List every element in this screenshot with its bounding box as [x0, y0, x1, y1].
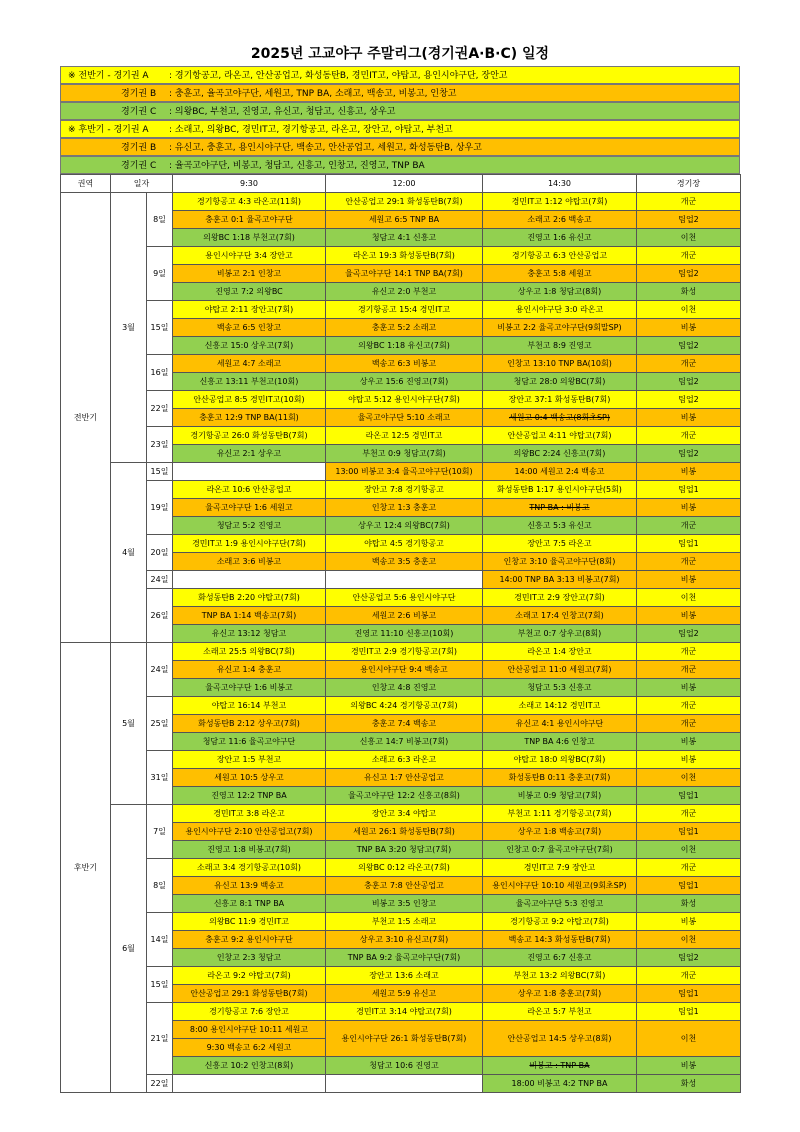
month-cell: 6월: [111, 805, 147, 1093]
game-cell: 상우고 15:6 진영고(7회): [326, 373, 483, 391]
game-cell: 14:00 세원고 2:4 백송고: [483, 463, 637, 481]
day-cell: 9일: [147, 247, 173, 301]
schedule-row: [61, 751, 741, 769]
game-cell: 상우고 1:8 청담고(8회): [483, 283, 637, 301]
schedule-row: [61, 589, 741, 607]
game-cell: 의왕BC 1:18 유신고(7회): [326, 337, 483, 355]
venue-cell: 개군: [637, 859, 741, 877]
schedule-row: [61, 355, 741, 373]
schedule-row: [61, 481, 741, 499]
header-venue: 경기장: [637, 175, 741, 193]
game-cell: 장안고 7:5 라온고: [483, 535, 637, 553]
venue-cell: 비봉: [637, 571, 741, 589]
game-cell: 세원고 2:6 비봉고: [326, 607, 483, 625]
venue-cell: 개군: [637, 247, 741, 265]
game-cell: 비봉고 3:5 인창고: [326, 895, 483, 913]
venue-cell: 팀업1: [637, 877, 741, 895]
venue-cell: 비봉: [637, 607, 741, 625]
legend-label: 경기권 C: [121, 107, 157, 117]
game-cell: 야탑고 2:11 장안고(7회): [173, 301, 326, 319]
schedule-row: [61, 247, 741, 265]
game-cell: 의왕BC 4:24 경기항공고(7회): [326, 697, 483, 715]
venue-cell: 팀업1: [637, 1003, 741, 1021]
game-cell: 장안고 3:4 야탑고: [326, 805, 483, 823]
day-cell: 19일: [147, 481, 173, 535]
day-cell: 22일: [147, 391, 173, 427]
game-cell: 라온고 10:6 안산공업고: [173, 481, 326, 499]
game-cell: 소래고 17:4 인창고(7회): [483, 607, 637, 625]
game-cell: 청담고 28:0 의왕BC(7회): [483, 373, 637, 391]
game-cell: 진영고 7:2 의왕BC: [173, 283, 326, 301]
venue-cell: 개군: [637, 661, 741, 679]
game-cell: 상우고 1:8 충훈고(7회): [483, 985, 637, 1003]
schedule-row: [61, 1003, 741, 1021]
game-cell: 충훈고 7:4 백송고: [326, 715, 483, 733]
game-cell: 부천고 1:5 소래고: [326, 913, 483, 931]
venue-cell: 개군: [637, 193, 741, 211]
month-cell: 4월: [111, 463, 147, 643]
venue-cell: 이천: [637, 301, 741, 319]
legend-row: [60, 102, 740, 120]
legend-row: [60, 84, 740, 102]
venue-cell: 팀업2: [637, 949, 741, 967]
game-cell: 화성동탄B 2:20 야탑고(7회): [173, 589, 326, 607]
game-cell: 라온고 5:7 부천고: [483, 1003, 637, 1021]
schedule-row: [61, 391, 741, 409]
game-cell: 경기항공고 9:2 야탑고(7회): [483, 913, 637, 931]
schedule-row: [61, 967, 741, 985]
legend-teams: : 율곡고야구단, 비봉고, 청담고, 신흥고, 인창고, 진영고, TNP BA: [169, 161, 425, 171]
venue-cell: 비봉: [637, 913, 741, 931]
venue-cell: 비봉: [637, 409, 741, 427]
game-cell: 부천고 0:7 상우고(8회): [483, 625, 637, 643]
game-cell: 율곡고야구단 12:2 신흥고(8회): [326, 787, 483, 805]
game-cell: 화성동탄B 0:11 충훈고(7회): [483, 769, 637, 787]
game-cell: 충훈고 12:9 TNP BA(11회): [173, 409, 326, 427]
game-cell: 신흥고 15:0 상우고(7회): [173, 337, 326, 355]
game-cell: 백송고 14:3 화성동탄B(7회): [483, 931, 637, 949]
schedule-row: [61, 571, 741, 589]
game-cell: 의왕BC 0:12 라온고(7회): [326, 859, 483, 877]
schedule-row: [61, 643, 741, 661]
schedule-row: [61, 697, 741, 715]
game-cell: 신흥고 8:1 TNP BA: [173, 895, 326, 913]
schedule-table: [60, 174, 741, 1093]
venue-cell: 개군: [637, 427, 741, 445]
venue-cell: 개군: [637, 715, 741, 733]
schedule-body: [61, 193, 741, 1093]
venue-cell: 화성: [637, 1075, 741, 1093]
game-cell: 백송고 6:5 인창고: [173, 319, 326, 337]
day-cell: 24일: [147, 571, 173, 589]
venue-cell: 개군: [637, 553, 741, 571]
game-cell: 14:00 TNP BA 3:13 비봉고(7회): [483, 571, 637, 589]
game-cell: 화성동탄B 2:12 상우고(7회): [173, 715, 326, 733]
game-cell: 경기항공고 7:6 장안고: [173, 1003, 326, 1021]
venue-cell: 팀업1: [637, 481, 741, 499]
game-cell: 경민IT고 1:9 용인시야구단(7회): [173, 535, 326, 553]
venue-cell: 팀업2: [637, 337, 741, 355]
legend-row: [60, 66, 740, 84]
venue-cell: 이천: [637, 769, 741, 787]
day-cell: 21일: [147, 1003, 173, 1075]
venue-cell: 개군: [637, 967, 741, 985]
game-cell: 청담고 5:2 진영고: [173, 517, 326, 535]
schedule-row: [61, 301, 741, 319]
game-cell: 충훈고 5:2 소래고: [326, 319, 483, 337]
game-cell: 용인시야구단 26:1 화성동탄B(7회): [326, 1021, 483, 1057]
venue-cell: 팀업2: [637, 445, 741, 463]
game-cell: 진영고 1:8 비봉고(7회): [173, 841, 326, 859]
game-cell: 진영고 11:10 신흥고(10회): [326, 625, 483, 643]
game-line: 9:30 백송고 6:2 세원고: [173, 1038, 325, 1056]
game-cell: 유신고 2:0 부천고: [326, 283, 483, 301]
legend-label: ※ 전반기 - 경기권 A: [68, 71, 149, 81]
game-cell: 부천고 8:9 진영고: [483, 337, 637, 355]
game-cell: 안산공업고 8:5 경민IT고(10회): [173, 391, 326, 409]
schedule-row: [61, 805, 741, 823]
game-cell: 비봉고 2:1 인창고: [173, 265, 326, 283]
schedule-row: [61, 913, 741, 931]
game-cell: 소래고 2:6 백송고: [483, 211, 637, 229]
game-cell: 안산공업고 14:5 상우고(8회): [483, 1021, 637, 1057]
game-cell: 안산공업고 4:11 야탑고(7회): [483, 427, 637, 445]
day-cell: 23일: [147, 427, 173, 463]
day-cell: 15일: [147, 301, 173, 355]
schedule-row: [61, 463, 741, 481]
game-cell: 세원고 5:9 유신고: [326, 985, 483, 1003]
schedule-row: [61, 193, 741, 211]
game-cell: 용인시야구단 2:10 안산공업고(7회): [173, 823, 326, 841]
venue-cell: 이천: [637, 1021, 741, 1057]
venue-cell: 팀업1: [637, 823, 741, 841]
schedule-row: [61, 535, 741, 553]
game-cell: 소래고 3:6 비봉고: [173, 553, 326, 571]
game-cell: 인창고 3:10 율곡고야구단(8회): [483, 553, 637, 571]
game-cell: 용인시야구단 3:0 라온고: [483, 301, 637, 319]
game-cell: 야탑고 5:12 용인시야구단(7회): [326, 391, 483, 409]
day-cell: 14일: [147, 913, 173, 967]
venue-cell: 이천: [637, 589, 741, 607]
game-cell: 상우고 3:10 유신고(7회): [326, 931, 483, 949]
venue-cell: 이천: [637, 841, 741, 859]
game-cell: 부천고 0:9 청담고(7회): [326, 445, 483, 463]
game-cell: 부천고 1:11 경기항공고(7회): [483, 805, 637, 823]
game-cell: TNP BA 4:6 인창고: [483, 733, 637, 751]
game-cell: 인창고 1:3 충훈고: [326, 499, 483, 517]
schedule-row: [61, 1075, 741, 1093]
day-cell: 25일: [147, 697, 173, 751]
game-cell: 세원고 4:7 소래고: [173, 355, 326, 373]
game-cell: [326, 571, 483, 589]
game-cell: 용인시야구단 10:10 세원고(9회초SP): [483, 877, 637, 895]
game-cell: 세원고 10:5 상우고: [173, 769, 326, 787]
venue-cell: 개군: [637, 643, 741, 661]
venue-cell: 팀업2: [637, 265, 741, 283]
venue-cell: 팀업1: [637, 535, 741, 553]
game-cell: 화성동탄B 1:17 용인시야구단(5회): [483, 481, 637, 499]
game-cell: 의왕BC 2:24 신흥고(7회): [483, 445, 637, 463]
venue-cell: 팀업2: [637, 373, 741, 391]
game-cell: 청담고 10:6 진영고: [326, 1057, 483, 1075]
game-cell: 인창고 13:10 TNP BA(10회): [483, 355, 637, 373]
venue-cell: 이천: [637, 931, 741, 949]
day-cell: 24일: [147, 643, 173, 697]
day-cell: 26일: [147, 589, 173, 643]
venue-cell: 팀업2: [637, 211, 741, 229]
schedule-row: [61, 859, 741, 877]
game-cell: 안산공업고 11:0 세원고(7회): [483, 661, 637, 679]
game-cell: 안산공업고 5:6 용인시야구단: [326, 589, 483, 607]
day-cell: 15일: [147, 463, 173, 481]
game-cell: 소래고 14:12 경민IT고: [483, 697, 637, 715]
game-cell: 율곡고야구단 1:6 비봉고: [173, 679, 326, 697]
game-cell: 경기항공고 15:4 경민IT고: [326, 301, 483, 319]
game-cell: 신흥고 5:3 유신고: [483, 517, 637, 535]
game-cell: 장안고 37:1 화성동탄B(7회): [483, 391, 637, 409]
legend-label: 경기권 C: [121, 161, 157, 171]
venue-cell: 개군: [637, 805, 741, 823]
game-cell: [173, 571, 326, 589]
game-cell: 경민IT고 1:12 야탑고(7회): [483, 193, 637, 211]
game-cell: 유신고 1:4 충훈고: [173, 661, 326, 679]
game-cell: 부천고 13:2 의왕BC(7회): [483, 967, 637, 985]
game-cell: 경민IT고 3:14 야탑고(7회): [326, 1003, 483, 1021]
game-cell: TNP BA 9:2 율곡고야구단(7회): [326, 949, 483, 967]
legend-row: [60, 138, 740, 156]
game-cell: 의왕BC 11:9 경민IT고: [173, 913, 326, 931]
legend-label: ※ 후반기 - 경기권 A: [68, 125, 149, 135]
game-cell: 야탑고 18:0 의왕BC(7회): [483, 751, 637, 769]
game-cell: [173, 1021, 326, 1057]
day-cell: 8일: [147, 193, 173, 247]
game-cell: 신흥고 14:7 비봉고(7회): [326, 733, 483, 751]
month-cell: 3월: [111, 193, 147, 463]
month-cell: 5월: [111, 643, 147, 805]
day-cell: 31일: [147, 751, 173, 805]
game-cell: 인창고 4:8 진영고: [326, 679, 483, 697]
day-cell: 8일: [147, 859, 173, 913]
game-cell: 세원고 26:1 화성동탄B(7회): [326, 823, 483, 841]
period-cell: 후반기: [61, 643, 111, 1093]
venue-cell: 비봉: [637, 499, 741, 517]
game-cell: 유신고 13:12 청담고: [173, 625, 326, 643]
venue-cell: 비봉: [637, 319, 741, 337]
game-cell: 인창고 0:7 율곡고야구단(7회): [483, 841, 637, 859]
game-cell: 18:00 비봉고 4:2 TNP BA: [483, 1075, 637, 1093]
game-cell: 세원고 0:4 백송고(8회초SP): [483, 409, 637, 427]
game-cell: 율곡고야구단 14:1 TNP BA(7회): [326, 265, 483, 283]
day-cell: 7일: [147, 805, 173, 859]
game-cell: 안산공업고 29:1 화성동탄B(7회): [173, 985, 326, 1003]
game-cell: 백송고 3:5 충훈고: [326, 553, 483, 571]
game-cell: 세원고 6:5 TNP BA: [326, 211, 483, 229]
header-region: 권역: [61, 175, 111, 193]
schedule-row: [61, 427, 741, 445]
game-cell: 라온고 9:2 야탑고(7회): [173, 967, 326, 985]
game-cell: 13:00 비봉고 3:4 율곡고야구단(10회): [326, 463, 483, 481]
legend-teams: : 유신고, 충훈고, 용인시야구단, 백송고, 안산공업고, 세원고, 화성동탄B, 상우고: [169, 143, 482, 153]
venue-cell: 팀업2: [637, 391, 741, 409]
game-cell: 율곡고야구단 1:6 세원고: [173, 499, 326, 517]
page-title: 2025년 고교야구 주말리그(경기권A·B·C) 일정: [250, 46, 550, 62]
game-cell: 장안고 7:8 경기항공고: [326, 481, 483, 499]
game-cell: 경민IT고 2:9 장안고(7회): [483, 589, 637, 607]
game-cell: 신흥고 10:2 인창고(8회): [173, 1057, 326, 1075]
venue-cell: 비봉: [637, 1057, 741, 1075]
header-row: [61, 175, 741, 193]
game-cell: 진영고 1:6 유신고: [483, 229, 637, 247]
venue-cell: 비봉: [637, 679, 741, 697]
game-cell: 경민IT고 2:9 경기항공고(7회): [326, 643, 483, 661]
venue-cell: 개군: [637, 517, 741, 535]
venue-cell: 화성: [637, 283, 741, 301]
game-cell: 경기항공고 6:3 안산공업고: [483, 247, 637, 265]
venue-cell: 비봉: [637, 463, 741, 481]
game-cell: 장안고 13:6 소래고: [326, 967, 483, 985]
legend-label: 경기권 B: [121, 143, 157, 153]
venue-cell: 비봉: [637, 733, 741, 751]
day-cell: 22일: [147, 1075, 173, 1093]
game-cell: 인창고 2:3 청담고: [173, 949, 326, 967]
game-cell: 진영고 12:2 TNP BA: [173, 787, 326, 805]
venue-cell: 비봉: [637, 751, 741, 769]
header-time-1430: 14:30: [483, 175, 637, 193]
game-cell: 라온고 12:5 경민IT고: [326, 427, 483, 445]
game-cell: 경기항공고 26:0 화성동탄B(7회): [173, 427, 326, 445]
game-cell: TNP BA : 비봉고: [483, 499, 637, 517]
game-cell: 청담고 5:3 신흥고: [483, 679, 637, 697]
game-cell: 유신고 13:9 백송고: [173, 877, 326, 895]
game-cell: 율곡고야구단 5:3 진영고: [483, 895, 637, 913]
game-cell: 진영고 6:7 신흥고: [483, 949, 637, 967]
game-cell: 충훈고 5:8 세원고: [483, 265, 637, 283]
header-time-0930: 9:30: [173, 175, 326, 193]
game-cell: 율곡고야구단 5:10 소래고: [326, 409, 483, 427]
game-cell: 비봉고 0:9 청담고(7회): [483, 787, 637, 805]
game-cell: [173, 1075, 326, 1093]
game-cell: 소래고 6:3 라온고: [326, 751, 483, 769]
venue-cell: 팀업2: [637, 625, 741, 643]
game-cell: 신흥고 13:11 부천고(10회): [173, 373, 326, 391]
game-cell: 야탑고 16:14 부천고: [173, 697, 326, 715]
game-cell: 의왕BC 1:18 부천고(7회): [173, 229, 326, 247]
game-cell: TNP BA 3:20 청담고(7회): [326, 841, 483, 859]
game-cell: 유신고 2:1 상우고: [173, 445, 326, 463]
day-cell: 16일: [147, 355, 173, 391]
game-cell: 상우고 1:8 백송고(7회): [483, 823, 637, 841]
game-cell: 유신고 4:1 용인시야구단: [483, 715, 637, 733]
venue-cell: 개군: [637, 697, 741, 715]
game-cell: 유신고 1:7 안산공업고: [326, 769, 483, 787]
header-time-1200: 12:00: [326, 175, 483, 193]
game-cell: 장안고 1:5 부천고: [173, 751, 326, 769]
game-cell: 소래고 3:4 경기항공고(10회): [173, 859, 326, 877]
game-cell: TNP BA 1:14 백송고(7회): [173, 607, 326, 625]
legend-row: [60, 156, 740, 174]
day-cell: 20일: [147, 535, 173, 571]
game-cell: 비봉고 : TNP BA: [483, 1057, 637, 1075]
venue-cell: 팀업1: [637, 985, 741, 1003]
game-cell: 경민IT고 3:8 라온고: [173, 805, 326, 823]
header-date: 일자: [111, 175, 173, 193]
game-cell: 라온고 19:3 화성동탄B(7회): [326, 247, 483, 265]
game-cell: 충훈고 7:8 안산공업고: [326, 877, 483, 895]
venue-cell: 이천: [637, 229, 741, 247]
legend-teams: : 경기항공고, 라온고, 안산공업고, 화성동탄B, 경민IT고, 야탑고, 용인시야구단, 장안고: [169, 71, 508, 81]
venue-cell: 팀업1: [637, 787, 741, 805]
game-cell: 라온고 1:4 장안고: [483, 643, 637, 661]
game-cell: 비봉고 2:2 율곡고야구단(9회말SP): [483, 319, 637, 337]
game-cell: 백송고 6:3 비봉고: [326, 355, 483, 373]
game-cell: 충훈고 0:1 율곡고야구단: [173, 211, 326, 229]
game-cell: 청담고 11:6 율곡고야구단: [173, 733, 326, 751]
legend-row: [60, 120, 740, 138]
game-cell: [326, 1075, 483, 1093]
game-cell: 용인시야구단 9:4 백송고: [326, 661, 483, 679]
game-cell: 안산공업고 29:1 화성동탄B(7회): [326, 193, 483, 211]
game-cell: 경기항공고 4:3 라온고(11회): [173, 193, 326, 211]
legend-teams: : 소래고, 의왕BC, 경민IT고, 경기항공고, 라온고, 장안고, 야탑고, 부천고: [169, 125, 453, 135]
game-cell: 상우고 12:4 의왕BC(7회): [326, 517, 483, 535]
game-cell: [173, 463, 326, 481]
legend-teams: : 의왕BC, 부천고, 진영고, 유신고, 청담고, 신흥고, 상우고: [169, 107, 396, 117]
legend-teams: : 충훈고, 율곡고야구단, 세원고, TNP BA, 소래고, 백송고, 비봉고, 인창고: [169, 89, 457, 99]
game-cell: 소래고 25:5 의왕BC(7회): [173, 643, 326, 661]
game-cell: 용인시야구단 3:4 장안고: [173, 247, 326, 265]
game-cell: 충훈고 9:2 용인시야구단: [173, 931, 326, 949]
game-cell: 청담고 4:1 신흥고: [326, 229, 483, 247]
game-cell: 야탑고 4:5 경기항공고: [326, 535, 483, 553]
period-cell: 전반기: [61, 193, 111, 643]
day-cell: 15일: [147, 967, 173, 1003]
venue-cell: 화성: [637, 895, 741, 913]
legend-label: 경기권 B: [121, 89, 157, 99]
game-line: 8:00 용인시야구단 10:11 세원고: [189, 1025, 309, 1034]
venue-cell: 개군: [637, 355, 741, 373]
game-cell: 경민IT고 7:9 장안고: [483, 859, 637, 877]
